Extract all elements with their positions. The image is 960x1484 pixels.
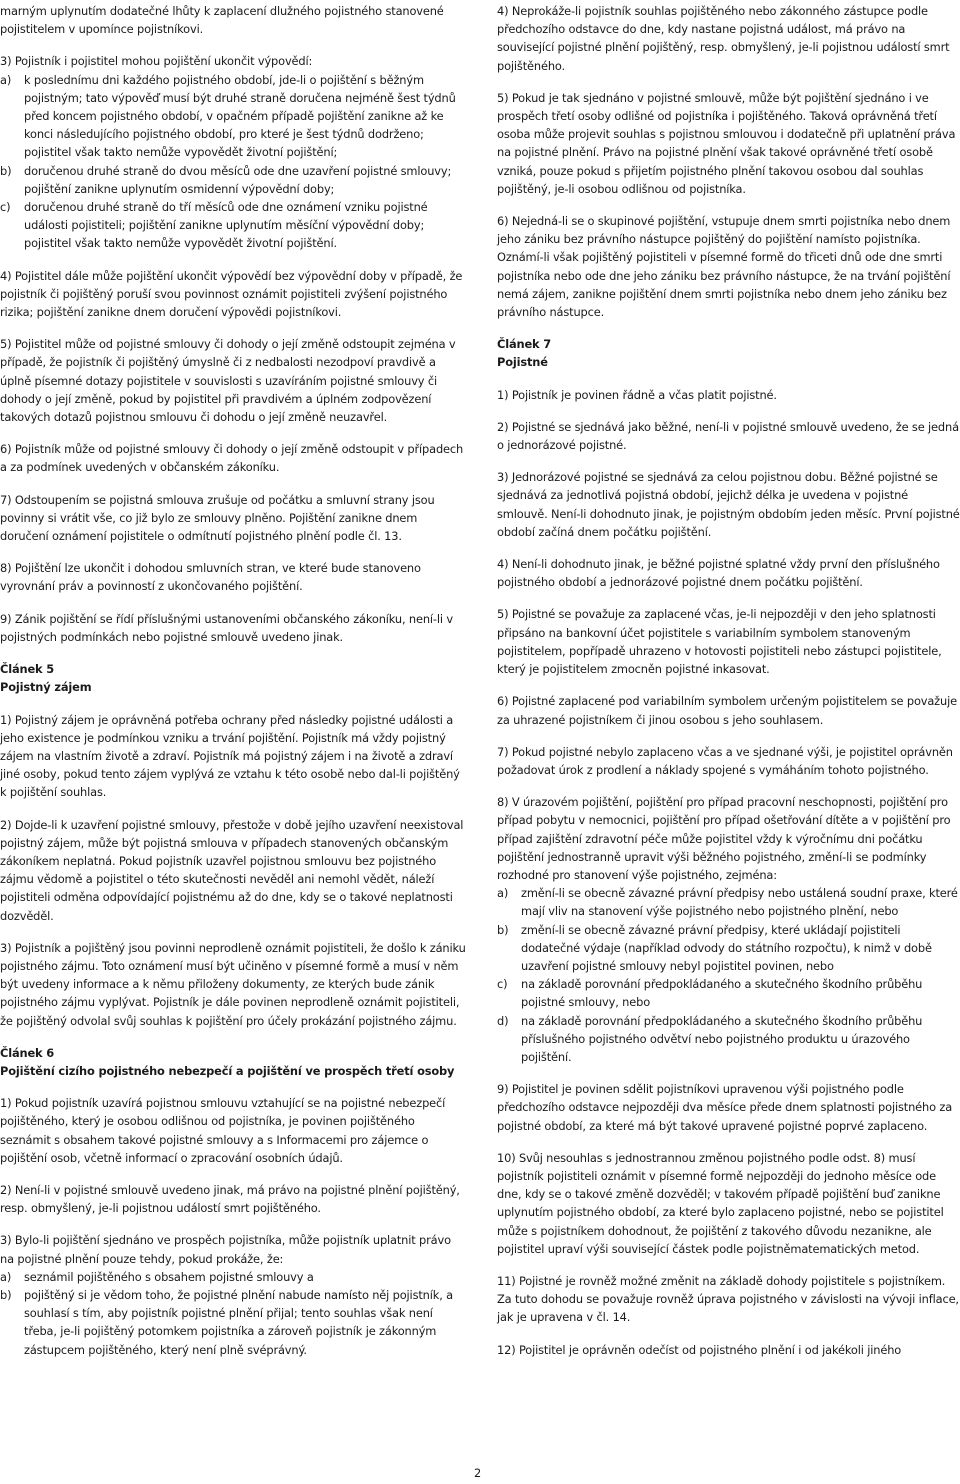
article-title: Pojistný zájem [0, 680, 92, 695]
paragraph: 8) Pojištění lze ukončit i dohodou smluvních stran, ve které bude stanoveno vyrovnání práv a povinností z ukončovaného pojištění. [0, 561, 421, 594]
paragraph: 12) Pojistitel je oprávněn odečíst od pojistného plnění i od jakékoli jiného [497, 1342, 902, 1357]
list-item [497, 921, 960, 976]
paragraph: 6) Nejedná-li se o skupinové pojištění, vstupuje dnem smrti pojistníka nebo dnem jeho zániku bez právního nástupce pojištěný do pojištění namísto pojistníka. Oznámí-li však pojištěný pojistiteli v písemné formě do třiceti dnů ode dne smrti pojistníka nebo ode dne jeho zániku bez právního nástupce, že na trvání pojištění nemá zájem, zanikne pojištění dnem smrti pojistníka nebo dnem jeho zániku bez právního nástupce. [497, 214, 951, 320]
premium-adjustment-list [497, 793, 960, 1066]
list-item-label: b) [0, 163, 12, 178]
paragraph: 1) Pojistník je povinen řádně a včas platit pojistné. [497, 387, 777, 402]
list-item-text: pojištěný si je vědom toho, že pojistné plnění nabude namísto něj pojistník, a souhlasí s tím, aby pojistník pojistné plnění přijal; tento souhlas však není třeba, je-li pojištěný potomkem pojistníka a zároveň pojistník je zákonným zástupcem pojištěného, který není plně svéprávný. [24, 1287, 453, 1357]
paragraph: 5) Pojistné se považuje za zaplacené včas, je-li nejpozději v den jeho splatnosti připsáno na bankovní účet pojistitele s variabilním symbolem stanoveným pojistitelem, popřípadě uhrazeno v hotovosti pojistiteli nebo zástupci pojistitele, který je pojistitelem zmocněn pojistné inkasovat. [497, 607, 942, 677]
paragraph: 4) Pojistitel dále může pojištění ukončit výpovědí bez výpovědní doby v případě, že pojistník či pojištěný poruší svou povinnost oznámit pojistiteli zvýšení pojistného rizika; pojištění zanikne dnem doručení výpovědi pojistníkovi. [0, 268, 463, 320]
paragraph: 1) Pokud pojistník uzavírá pojistnou smlouvu vztahující se na pojistné nebezpečí pojištěného, který je osobou odlišnou od pojistníka, je povinen pojištěného seznámit s obsahem takové pojistné smlouvy a s Informacemi pro zájemce o pojištění osob, včetně informací o zpracování osobních údajů. [0, 1096, 446, 1165]
list-item [497, 1012, 960, 1067]
list-item-text: seznámil pojištěného s obsahem pojistné smlouvy a [24, 1269, 314, 1284]
left-column [0, 2, 468, 1373]
paragraph: 5) Pokud je tak sjednáno v pojistné smlouvě, může být pojištění sjednáno i ve prospěch třetí osoby odlišné od pojistníka i pojištěného. Taková oprávněná třetí osoba může projevit souhlas s pojistnou smlouvou i dodatečně při uplatnění práva na pojistné plnění. Právo na pojistné plnění však takové oprávněné třetí osobě vzniká, pouze pokud s přijetím pojistného plnění takovou osobou dal souhlas pojištěný, je-li osobou odlišnou od pojistníka. [497, 90, 956, 196]
paragraph: 11) Pojistné je rovněž možné změnit na základě dohody pojistitele s pojistníkem. Za tuto dohodu se považuje rovněž úprava pojistného v závislosti na vývoji inflace, jak je upravena v čl. 14. [497, 1273, 959, 1325]
paragraph: 6) Pojistné zaplacené pod variabilním symbolem určeným pojistitelem se považuje za uhrazené pojistníkem či jinou osobou s jeho souhlasem. [497, 694, 957, 727]
paragraph: 2) Není-li v pojistné smlouvě uvedeno jinak, má právo na pojistné plnění pojištěný, resp. obmyšlený, je-li pojistnou událostí smrt pojištěného. [0, 1182, 460, 1216]
list-item-text: změní-li se obecně závazné právní předpisy, které ukládají pojistiteli dodatečné výdaje (například odvody do státního rozpočtu), k nimž v době uzavření pojistné smlouvy nebyl pojistitel povinen, nebo [521, 922, 932, 973]
paragraph: 9) Zánik pojištění se řídí příslušnými ustanoveními občanského zákoníku, není-li v pojistných podmínkách nebo pojistné smlouvě uvedeno jinak. [0, 611, 453, 644]
list-item [497, 975, 960, 1011]
paragraph: 10) Svůj nesouhlas s jednostrannou změnou pojistného podle odst. 8) musí pojistník pojistiteli oznámit v písemné formě nejpozději do jednoho měsíce ode dne, kdy se o takové změně dozvěděl; v takovém případě pojištění buď zanikne uplynutím pojistného období, za které bylo zaplaceno pojistné, nebo se pojistitel může s pojistníkem dohodnout, že pojištění z takového důvodu nezanikne, ale pojistitel upraví výši související částek podle pojistněmatematických metod. [497, 1150, 944, 1256]
list-item-text: změní-li se obecně závazné právní předpisy nebo ustálená soudní praxe, které mají vliv na stanovení výše pojistného nebo pojistného plnění, nebo [521, 886, 958, 919]
article-5-heading [0, 660, 468, 696]
paragraph: 4) Není-li dohodnuto jinak, je běžné pojistné splatné vždy první den příslušného pojistného období a jednorázové pojistné dnem počátku pojištění. [497, 557, 940, 590]
article-title: Pojištění cizího pojistného nebezpečí a pojištění ve prospěch třetí osoby [0, 1063, 455, 1078]
paragraph: 4) Neprokáže-li pojistník souhlas pojištěného nebo zákonného zástupce podle předchozího odstavce do dne, kdy nastane pojistná událost, má právo na související pojistné plnění pojištěný, resp. obmyšlený, je-li pojistnou událostí smrt pojištěného. [497, 4, 950, 73]
list-item-label: b) [0, 1287, 12, 1302]
termination-list [0, 52, 468, 252]
list-intro: 3) Bylo-li pojištění sjednáno ve prospěch pojistníka, může pojistník uplatnit právo na pojistné plnění pouze tehdy, pokud prokáže, že: [0, 1233, 451, 1266]
list-item-label: a) [0, 72, 12, 87]
article-7-heading [497, 335, 960, 371]
paragraph: 7) Pokud pojistné nebylo zaplaceno včas a ve sjednané výši, je pojistitel oprávněn požadovat úrok z prodlení a náklady spojené s vymáháním tohoto pojistného. [497, 744, 953, 777]
paragraph: 3) Pojistník a pojištěný jsou povinni neprodleně oznámit pojistiteli, že došlo k zániku pojistného zájmu. Toto oznámení musí být učiněno v písemné formě a musí v něm být uvedeny informace a k němu přiloženy dokumenty, ze kterých bude zánik pojistného zájmu vyplývat. Pojistník je dále povinen neprodleně oznámit pojistiteli, že pojištěný odvolal svůj souhlas k pojištění pro účely prokázání pojistného zájmu. [0, 940, 466, 1028]
list-item-label: d) [497, 1013, 509, 1028]
paragraph: 1) Pojistný zájem je oprávněná potřeba ochrany před následky pojistné události a jeho existence je podmínkou vzniku a trvání pojištění. Pojistník má vždy pojistný zájem na vlastním životě a zdraví. Pojistník má pojistný zájem i na životě a zdraví jiné osoby, pokud tento zájem vyplývá ze vztahu k této osobě nebo dal-li pojištěný k pojištění souhlas. [0, 712, 460, 800]
list-item-label: a) [0, 1269, 12, 1284]
list-item-label: c) [0, 200, 11, 215]
list-item-label: c) [497, 977, 508, 992]
list-item-text: doručenou druhé straně do dvou měsíců ode dne uzavření pojistné smlouvy; pojištění zanikne uplynutím osmidenní výpovědní doby; [24, 163, 452, 196]
list-item [0, 198, 468, 253]
paragraph: 3) Jednorázové pojistné se sjednává za celou pojistnou dobu. Běžné pojistné se sjednává za jednotlivá pojistná období, jejichž délka je uvedena v pojistné smlouvě. Není-li dohodnuto jinak, je pojistným obdobím jeden měsíc. První pojistné období začíná dnem počátku pojištění. [497, 470, 960, 539]
list-intro: 8) V úrazovém pojištění, pojištění pro případ pracovní neschopnosti, pojištění pro případ pobytu v nemocnici, pojištění pro případ ošetřování dítěte a v pojištění pro případ zajištění zdravotní péče může pojistitel vždy k výročnímu dni počátku pojištění jednostranně upravit výši běžného pojistného, změní-li se podmínky rozhodné pro stanovení výše pojistného, zejména: [497, 795, 951, 882]
list-item-text: na základě porovnání předpokládaného a skutečného škodního průběhu pojistné smlouvy, nebo [521, 977, 923, 1010]
paragraph: 9) Pojistitel je povinen sdělit pojistníkovi upravenou výši pojistného podle předchozího odstavce nejpozději dva měsíce přede dnem splatnosti pojistného za pojistné období, za které má být takové upravené pojistné poprvé zaplaceno. [497, 1082, 953, 1133]
list-intro: 3) Pojistník i pojistitel mohou pojištění ukončit výpovědí: [0, 54, 313, 69]
page-number: 2 [474, 1466, 482, 1480]
list-item [0, 1286, 468, 1359]
article-number: Článek 6 [0, 1045, 55, 1060]
paragraph: 2) Pojistné se sjednává jako běžné, není-li v pojistné smlouvě uvedeno, že se jedná o jednorázové pojistné. [497, 419, 959, 453]
list-item-label: b) [497, 922, 509, 937]
list-item [0, 1268, 468, 1286]
list-item-label: a) [497, 886, 509, 901]
article-number: Článek 7 [497, 337, 552, 352]
list-item-text: k poslednímu dni každého pojistného období, jde-li o pojištění s běžným pojistným; tato výpověď musí být druhé straně doručena nejméně šest týdnů před koncem pojistného období, v opačném případě pojištění zanikne až ke konci následujícího pojistného období, pro které je šest týdnů dodrženo; pojistitel však takto nemůže vypovědět životní pojištění; [24, 72, 456, 160]
list-item [0, 71, 468, 162]
list-item-text: doručenou druhé straně do tří měsíců ode dne oznámení vzniku pojistné události pojistiteli; pojištění zanikne uplynutím měsíční výpovědní doby; pojistitel však takto nemůže vypovědět životní pojištění. [24, 200, 428, 251]
list-item [0, 162, 468, 198]
article-6-heading [0, 1044, 468, 1080]
paragraph: 7) Odstoupením se pojistná smlouva zrušuje od počátku a smluvní strany jsou povinny si vrátit vše, co již bylo ze smlouvy plněno. Pojištění zanikne dnem doručení oznámení pojistitele o odmítnutí pojistného plnění podle čl. 13. [0, 492, 435, 544]
article-number: Článek 5 [0, 662, 55, 677]
article-title: Pojistné [497, 355, 548, 370]
paragraph: marným uplynutím dodatečné lhůty k zaplacení dlužného pojistného stanovené pojistitelem v upomínce pojistníkovi. [0, 4, 444, 37]
paragraph: 2) Dojde-li k uzavření pojistné smlouvy, přestože v době jejího uzavření neexistoval pojistný zájem, může být pojistná smlouva v případech stanovených občanským zákoníkem neplatná. Pokud pojistník uzavřel pojistnou smlouvu bez pojistného zájmu vědomě a pojistitel o této skutečnosti nevěděl ani nemohl vědět, náleží pojistiteli odměna odpovídající pojistnému až do dne, kdy se o takové neplatnosti dozvěděl. [0, 817, 464, 923]
list-item-text: na základě porovnání předpokládaného a skutečného škodního průběhu příslušného pojistného odvětví nebo pojistného produktu u úrazového pojištění. [521, 1013, 923, 1064]
list-item [497, 884, 960, 920]
paragraph: 5) Pojistitel může od pojistné smlouvy či dohody o její změně odstoupit zejména v případě, že pojistník či pojištěný úmyslně či z nedbalosti nezodpoví pravdivě a úplně písemné dotazy pojistitele v souvislosti s uzavíráním pojistné smlouvy či dohody o její změně, pokud by pojistitel při pravdivém a úplném zodpovězení takových dotazů pojistnou smlouvu či dohodu o její změně neuzavřel. [0, 337, 456, 425]
paragraph: 6) Pojistník může od pojistné smlouvy či dohody o její změně odstoupit v případech a za podmínek uvedených v občanském zákoníku. [0, 442, 464, 475]
consent-list [0, 1231, 468, 1358]
right-column [497, 2, 960, 1373]
